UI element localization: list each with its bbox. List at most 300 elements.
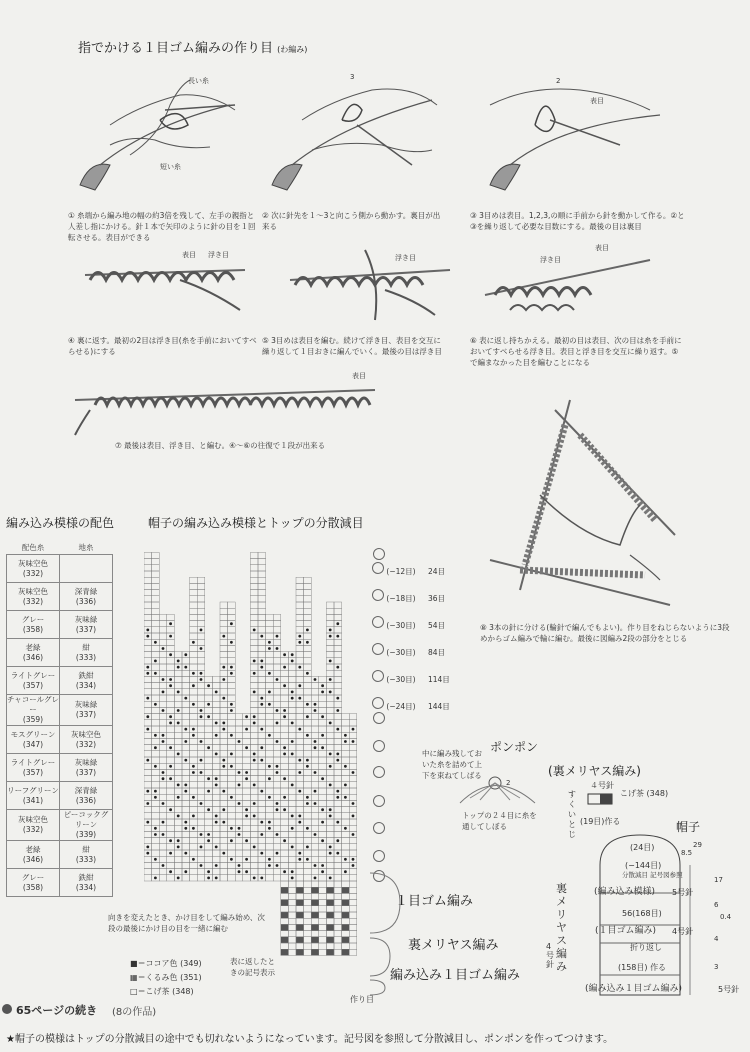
chart-cell (311, 763, 319, 769)
chart-dot (177, 660, 180, 663)
chart-cell (152, 583, 160, 589)
chart-dot (329, 629, 332, 632)
chart-cell (197, 608, 205, 614)
chart-cell (296, 732, 304, 738)
chart-cell (250, 794, 258, 800)
chart-cell (258, 707, 266, 713)
chart-cell (311, 906, 319, 912)
chart-cell (296, 869, 304, 875)
chart-cell (144, 652, 152, 658)
chart-dot (306, 641, 309, 644)
chart-dot (146, 697, 149, 700)
chart-dot (291, 815, 294, 818)
chart-cell (266, 844, 274, 850)
chart-cell (159, 813, 167, 819)
chart-cell (258, 670, 266, 676)
chart-cell (311, 844, 319, 850)
chart-dot (207, 870, 210, 873)
chart-cell (288, 769, 296, 775)
hat-dim-8-5: 8.5 (681, 849, 693, 857)
chart-cell (281, 701, 289, 707)
chart-dot (276, 808, 279, 811)
chart-cell (174, 869, 182, 875)
chart-cell (152, 577, 160, 583)
chart-dot (184, 759, 187, 762)
chart-cell (144, 856, 152, 862)
hat-sewing: すくいとじ (568, 790, 576, 839)
chart-cell (190, 776, 198, 782)
chart-cell (220, 813, 228, 819)
chart-cell (326, 900, 334, 906)
chart-cell (174, 670, 182, 676)
chart-cell (182, 844, 190, 850)
chart-cell (281, 813, 289, 819)
chart-cell (205, 751, 213, 757)
chart-cell (235, 714, 243, 720)
chart-cell (212, 738, 220, 744)
chart-dot (291, 691, 294, 694)
chart-cell (334, 918, 342, 924)
chart-cell (296, 807, 304, 813)
hat-needle5: 5号針 (672, 888, 694, 897)
chart-dot (253, 802, 256, 805)
chart-cell (235, 856, 243, 862)
chart-cell (258, 720, 266, 726)
chart-cell (334, 800, 342, 806)
decrease-marker: (−30目) 54目 (372, 616, 445, 631)
chart-dot (260, 703, 263, 706)
footer-band-note: (8の作品) (112, 1007, 157, 1018)
chart-cell (304, 949, 312, 955)
chart-dot (298, 697, 301, 700)
chart-cell (152, 707, 160, 713)
chart-cell (152, 627, 160, 633)
chart-dot (184, 653, 187, 656)
chart-cell (182, 800, 190, 806)
svg-text:浮き目: 浮き目 (395, 254, 416, 262)
chart-cell (334, 906, 342, 912)
chart-cell (326, 893, 334, 899)
chart-cell (205, 862, 213, 868)
chart-cell (167, 732, 175, 738)
chart-cell (319, 757, 327, 763)
chart-cell (296, 881, 304, 887)
chart-dot (268, 641, 271, 644)
chart-cell (266, 695, 274, 701)
chart-dot (306, 827, 309, 830)
chart-dot (238, 870, 241, 873)
chart-dot (352, 833, 355, 836)
chart-cell (281, 893, 289, 899)
chart-cell (304, 788, 312, 794)
chart-cell (311, 689, 319, 695)
chart-dot (283, 666, 286, 669)
chart-dot (184, 870, 187, 873)
chart-cell (326, 683, 334, 689)
color-row (7, 782, 113, 810)
chart-cell (235, 807, 243, 813)
chart-dot (329, 852, 332, 855)
chart-dot (146, 852, 149, 855)
chart-cell (144, 862, 152, 868)
main-color-cell: 紺 (333) (60, 841, 113, 869)
chart-cell (205, 856, 213, 862)
chart-cell (326, 912, 334, 918)
chart-dot (352, 728, 355, 731)
chart-dot (283, 715, 286, 718)
chart-dot (162, 777, 165, 780)
chart-cell (304, 912, 312, 918)
chart-cell (220, 794, 228, 800)
chart-cell (266, 800, 274, 806)
hand-illustration-1 (70, 65, 245, 200)
chart-cell (159, 807, 167, 813)
chart-cell (349, 776, 357, 782)
chart-cell (197, 701, 205, 707)
chart-cell (167, 825, 175, 831)
chart-cell (349, 943, 357, 949)
decrease-marker: (−12目) 24目 (372, 562, 445, 577)
chart-cell (250, 639, 258, 645)
chart-cell (334, 776, 342, 782)
chart-dot (162, 821, 165, 824)
chart-cell (288, 757, 296, 763)
chart-cell (296, 652, 304, 658)
chart-cell (205, 732, 213, 738)
chart-dot (260, 833, 263, 836)
chart-cell (190, 714, 198, 720)
chart-cell (304, 831, 312, 837)
chart-cell (258, 856, 266, 862)
chart-cell (326, 918, 334, 924)
chart-cell (342, 720, 350, 726)
chart-cell (212, 794, 220, 800)
chart-cell (152, 633, 160, 639)
hat-width: 56(168目) (622, 909, 662, 918)
chart-cell (250, 819, 258, 825)
contrast-color-cell: 老緑 (346) (7, 841, 60, 869)
color-table (6, 540, 113, 897)
chart-cell (228, 608, 236, 614)
chart-cell (258, 571, 266, 577)
chart-cell (296, 707, 304, 713)
chart-cell (250, 862, 258, 868)
chart-cell (190, 596, 198, 602)
chart-cell (304, 664, 312, 670)
main-color-cell: 灰味緑 (337) (60, 754, 113, 782)
chart-cell (311, 912, 319, 918)
chart-dot (215, 864, 218, 867)
chart-cell (174, 862, 182, 868)
chart-cell (167, 751, 175, 757)
chart-cell (304, 807, 312, 813)
chart-cell (228, 645, 236, 651)
chart-cell (304, 819, 312, 825)
chart-cell (311, 900, 319, 906)
chart-cell (144, 807, 152, 813)
chart-cell (296, 918, 304, 924)
chart-dot (291, 784, 294, 787)
svg-text:長い糸: 長い糸 (188, 77, 209, 85)
chart-cell (296, 838, 304, 844)
chart-dot (215, 734, 218, 737)
chart-cell (342, 745, 350, 751)
chart-cell (220, 869, 228, 875)
chart-cell (182, 714, 190, 720)
chart-cell (258, 683, 266, 689)
chart-dot (306, 796, 309, 799)
chart-cell (288, 881, 296, 887)
chart-dot (298, 815, 301, 818)
color-row (7, 611, 113, 639)
chart-cell (326, 738, 334, 744)
chart-cell (296, 875, 304, 881)
chart-cell (296, 608, 304, 614)
chart-cell (190, 850, 198, 856)
chart-cell (182, 732, 190, 738)
chart-cell (326, 701, 334, 707)
chart-dot (177, 877, 180, 880)
chart-cell (250, 583, 258, 589)
chart-cell (228, 788, 236, 794)
chart-cell (228, 614, 236, 620)
chart-dot (238, 833, 241, 836)
chart-dot (146, 666, 149, 669)
chart-cell (220, 683, 228, 689)
chart-cell (152, 807, 160, 813)
chart-dot (222, 790, 225, 793)
chart-dot (314, 877, 317, 880)
chart-dot (169, 722, 172, 725)
chart-cell (174, 726, 182, 732)
chart-cell (212, 707, 220, 713)
chart-cell (182, 831, 190, 837)
chart-cell (288, 838, 296, 844)
chart-dot (291, 870, 294, 873)
chart-cell (319, 856, 327, 862)
chart-cell (281, 738, 289, 744)
chart-cell (334, 924, 342, 930)
chart-cell (258, 714, 266, 720)
chart-cell (319, 912, 327, 918)
hat-cast: (158目) 作る (618, 963, 667, 972)
chart-cell (228, 738, 236, 744)
hat-dim-17: 17 (714, 876, 723, 884)
chart-cell (304, 652, 312, 658)
chart-cell (212, 763, 220, 769)
chart-cell (250, 831, 258, 837)
chart-cell (258, 583, 266, 589)
chart-dot (169, 839, 172, 842)
chart-dot (222, 759, 225, 762)
chart-cell (197, 683, 205, 689)
chart-dot (253, 784, 256, 787)
chart-cell (319, 831, 327, 837)
chart-cell (326, 862, 334, 868)
chart-cell (349, 931, 357, 937)
chart-cell (334, 701, 342, 707)
chart-cell (250, 559, 258, 565)
chart-cell (159, 633, 167, 639)
chart-cell (182, 720, 190, 726)
chart-cell (296, 627, 304, 633)
chart-dot (321, 684, 324, 687)
chart-cell (304, 707, 312, 713)
color-row (7, 754, 113, 782)
chart-cell (273, 689, 281, 695)
chart-cell (334, 670, 342, 676)
chart-cell (144, 689, 152, 695)
chart-cell (288, 800, 296, 806)
chart-cell (205, 800, 213, 806)
contrast-color-cell: リーフグリーン (341) (7, 782, 60, 810)
chart-cell (273, 658, 281, 664)
chart-dot (162, 678, 165, 681)
chart-dot (314, 709, 317, 712)
chart-cell (304, 695, 312, 701)
chart-dot (200, 647, 203, 650)
chart-cell (167, 819, 175, 825)
chart-cell (152, 621, 160, 627)
chart-cell (250, 565, 258, 571)
chart-dot (253, 759, 256, 762)
chart-cell (319, 676, 327, 682)
chart-dot (177, 839, 180, 842)
chart-cell (342, 887, 350, 893)
chart-cell (220, 751, 228, 757)
row-number-circle (373, 740, 385, 752)
chart-cell (250, 807, 258, 813)
chart-cell (228, 875, 236, 881)
chart-cell (250, 683, 258, 689)
chart-cell (296, 689, 304, 695)
chart-cell (159, 844, 167, 850)
legend-2: ▦＝くるみ色 (351) (130, 973, 202, 982)
chart-dot (169, 678, 172, 681)
chart-cell (266, 813, 274, 819)
chart-dot (306, 629, 309, 632)
chart-dot (291, 722, 294, 725)
chart-cell (197, 689, 205, 695)
chart-cell (197, 596, 205, 602)
step-3: ③ 3目めは表目。1,2,3,の順に手前から針を動かして作る。②と③を繰り返して必要な目数にする。最後の目は裏目 (470, 211, 685, 231)
chart-dot (276, 740, 279, 743)
chart-dot (321, 839, 324, 842)
chart-cell (304, 924, 312, 930)
chart-cell (349, 875, 357, 881)
chart-cell (212, 800, 220, 806)
chart-cell (334, 949, 342, 955)
chart-cell (144, 602, 152, 608)
chart-dot (177, 722, 180, 725)
chart-cell (273, 683, 281, 689)
chart-dot (245, 728, 248, 731)
chart-dot (283, 870, 286, 873)
chart-dot (162, 734, 165, 737)
chart-cell (152, 645, 160, 651)
main-color-cell: 鉄紺 (334) (60, 667, 113, 695)
chart-cell (144, 621, 152, 627)
chart-cell (326, 670, 334, 676)
chart-cell (152, 813, 160, 819)
chart-cell (250, 621, 258, 627)
color-row (7, 869, 113, 897)
chart-cell (190, 664, 198, 670)
chart-cell (342, 788, 350, 794)
chart-dot (245, 771, 248, 774)
chart-dot (184, 728, 187, 731)
chart-cell (258, 627, 266, 633)
chart-cell (349, 782, 357, 788)
chart-cell (197, 583, 205, 589)
chart-cell (212, 714, 220, 720)
chart-cell (258, 621, 266, 627)
chart-cell (342, 906, 350, 912)
chart-cell (205, 825, 213, 831)
chart-dot (329, 722, 332, 725)
cast-on-title: 指でかける１目ゴム編みの作り目 (わ編み) (78, 41, 308, 56)
hat-title: 帽子 (676, 820, 701, 834)
chart-cell (167, 831, 175, 837)
chart-cell (167, 757, 175, 763)
chart-cell (281, 875, 289, 881)
chart-dot (268, 864, 271, 867)
chart-cell (159, 856, 167, 862)
chart-cell (144, 639, 152, 645)
chart-cell (296, 906, 304, 912)
chart-cell (258, 862, 266, 868)
chart-cell (167, 645, 175, 651)
chart-cell (250, 856, 258, 862)
chart-cell (235, 732, 243, 738)
chart-dot (146, 790, 149, 793)
knit-illustration-6 (480, 240, 655, 325)
chart-dot (238, 740, 241, 743)
chart-cell (205, 695, 213, 701)
chart-cell (197, 590, 205, 596)
chart-dot (298, 821, 301, 824)
chart-cell (197, 782, 205, 788)
chart-cell (258, 751, 266, 757)
chart-dot (177, 784, 180, 787)
chart-cell (349, 788, 357, 794)
contrast-color-cell: 灰味空色 (332) (7, 555, 60, 583)
chart-cell (250, 577, 258, 583)
chart-dot (344, 740, 347, 743)
chart-cell (266, 757, 274, 763)
chart-cell (304, 602, 312, 608)
chart-dot (162, 771, 165, 774)
chart-cell (159, 869, 167, 875)
chart-dot (162, 864, 165, 867)
chart-cell (250, 695, 258, 701)
chart-cell (334, 676, 342, 682)
chart-cell (326, 831, 334, 837)
chart-cell (288, 726, 296, 732)
chart-dot (245, 715, 248, 718)
chart-cell (326, 906, 334, 912)
chart-cell (220, 732, 228, 738)
chart-dot (245, 808, 248, 811)
chart-dot (253, 846, 256, 849)
hat-inlay: (編み込み模様) (594, 887, 656, 897)
chart-cell (190, 590, 198, 596)
chart-cell (220, 844, 228, 850)
chart-dot (200, 802, 203, 805)
chart-cell (190, 869, 198, 875)
chart-cell (228, 782, 236, 788)
chart-dot (238, 784, 241, 787)
